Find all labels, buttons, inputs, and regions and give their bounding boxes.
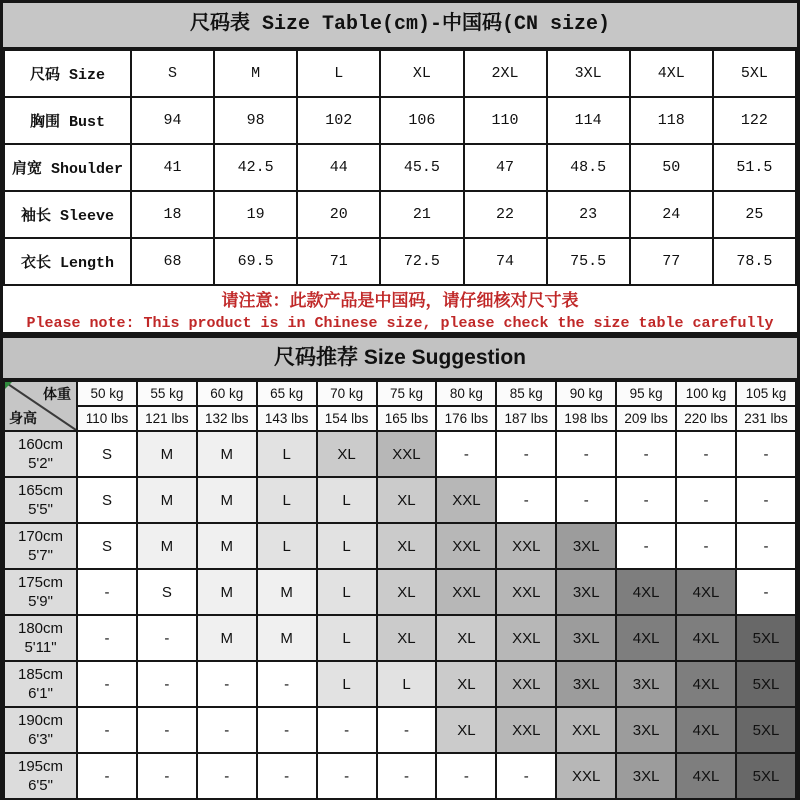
suggestion-cell: - bbox=[317, 707, 377, 753]
suggestion-cell: S bbox=[137, 569, 197, 615]
suggestion-cell: - bbox=[197, 707, 257, 753]
suggestion-cell: 4XL bbox=[616, 569, 676, 615]
weight-kg-cell: 85 kg bbox=[496, 381, 556, 406]
suggestion-cell: XXL bbox=[496, 569, 556, 615]
suggestion-cell: 4XL bbox=[616, 615, 676, 661]
suggestion-cell: XXL bbox=[436, 477, 496, 523]
suggestion-cell: - bbox=[616, 477, 676, 523]
suggestion-cell: 3XL bbox=[616, 661, 676, 707]
weight-kg-cell: 100 kg bbox=[676, 381, 736, 406]
size-table-cell: 45.5 bbox=[380, 144, 463, 191]
height-axis-label: 身高 bbox=[9, 410, 37, 426]
suggestion-cell: - bbox=[676, 431, 736, 477]
weight-lbs-cell: 132 lbs bbox=[197, 406, 257, 431]
suggestion-cell: L bbox=[377, 661, 437, 707]
size-table-cell: 69.5 bbox=[214, 238, 297, 285]
suggestion-cell: 4XL bbox=[676, 615, 736, 661]
suggestion-cell: - bbox=[676, 523, 736, 569]
suggestion-cell: - bbox=[496, 477, 556, 523]
suggestion-cell: - bbox=[317, 753, 377, 799]
suggestion-cell: - bbox=[436, 753, 496, 799]
size-table-cell: 23 bbox=[547, 191, 630, 238]
suggestion-cell: 4XL bbox=[676, 569, 736, 615]
size-table-cell: 74 bbox=[464, 238, 547, 285]
suggestion-cell: 5XL bbox=[736, 661, 796, 707]
suggestion-cell: - bbox=[257, 707, 317, 753]
suggestion-cell: M bbox=[197, 569, 257, 615]
size-table-cell: S bbox=[131, 50, 214, 97]
suggestion-cell: 4XL bbox=[676, 661, 736, 707]
weight-kg-cell: 60 kg bbox=[197, 381, 257, 406]
size-table-title: 尺码表 Size Table(cm)-中国码(CN size) bbox=[3, 3, 797, 49]
height-label-cell bbox=[4, 707, 77, 753]
suggestion-cell: - bbox=[736, 569, 796, 615]
size-table-row bbox=[4, 238, 796, 285]
suggestion-cell: L bbox=[317, 615, 377, 661]
note-english: Please note: This product is in Chinese size, please check the size table carefully bbox=[26, 315, 774, 332]
size-table-cell: 25 bbox=[713, 191, 796, 238]
suggestion-cell: M bbox=[197, 523, 257, 569]
size-table-cell: 50 bbox=[630, 144, 713, 191]
size-table-row-label: 尺码 Size bbox=[4, 50, 131, 97]
weight-lbs-cell: 187 lbs bbox=[496, 406, 556, 431]
height-cm-label: 185cm bbox=[17, 665, 64, 683]
size-table-cell: 4XL bbox=[630, 50, 713, 97]
suggestion-cell: XL bbox=[436, 707, 496, 753]
suggestion-cell: - bbox=[257, 661, 317, 707]
suggestion-cell: M bbox=[197, 477, 257, 523]
suggestion-cell: S bbox=[77, 523, 137, 569]
suggestion-cell: - bbox=[377, 753, 437, 799]
size-table-row-label: 肩宽 Shoulder bbox=[4, 144, 131, 191]
size-table-row-label: 袖长 Sleeve bbox=[4, 191, 131, 238]
size-table-cell: 24 bbox=[630, 191, 713, 238]
suggestion-cell: - bbox=[137, 707, 197, 753]
size-table-cell: 48.5 bbox=[547, 144, 630, 191]
weight-kg-cell: 80 kg bbox=[436, 381, 496, 406]
height-ft-label: 5'9" bbox=[28, 593, 53, 610]
height-ft-label: 6'1" bbox=[28, 685, 53, 702]
suggestion-cell: 3XL bbox=[616, 707, 676, 753]
weight-kg-cell: 55 kg bbox=[137, 381, 197, 406]
weight-kg-row bbox=[4, 381, 796, 406]
suggestion-body bbox=[4, 431, 796, 799]
suggestion-cell: - bbox=[77, 661, 137, 707]
height-ft-label: 5'7" bbox=[28, 547, 53, 564]
suggestion-cell: - bbox=[676, 477, 736, 523]
size-table-cell: 5XL bbox=[713, 50, 796, 97]
height-ft-label: 5'5" bbox=[28, 501, 53, 518]
suggestion-row bbox=[4, 661, 796, 707]
suggestion-cell: - bbox=[77, 569, 137, 615]
size-table-cell: 98 bbox=[214, 97, 297, 144]
size-table-cell: 41 bbox=[131, 144, 214, 191]
size-table-cell: 114 bbox=[547, 97, 630, 144]
size-table-cell: 18 bbox=[131, 191, 214, 238]
suggestion-row bbox=[4, 707, 796, 753]
height-label-cell bbox=[4, 753, 77, 799]
weight-lbs-cell: 165 lbs bbox=[377, 406, 437, 431]
height-cm-label: 160cm bbox=[17, 435, 64, 453]
suggestion-cell: S bbox=[77, 431, 137, 477]
suggestion-cell: M bbox=[257, 569, 317, 615]
suggestion-cell: - bbox=[257, 753, 317, 799]
note-box bbox=[3, 286, 797, 332]
suggestion-row bbox=[4, 523, 796, 569]
suggestion-cell: XL bbox=[436, 615, 496, 661]
height-label-cell bbox=[4, 569, 77, 615]
height-cm-label: 180cm bbox=[17, 619, 64, 637]
height-cm-label: 175cm bbox=[17, 573, 64, 591]
size-table bbox=[3, 49, 797, 286]
size-table-row bbox=[4, 191, 796, 238]
height-cm-label: 190cm bbox=[17, 711, 64, 729]
suggestion-cell: - bbox=[377, 707, 437, 753]
suggestion-cell: 5XL bbox=[736, 707, 796, 753]
suggestion-cell: L bbox=[257, 523, 317, 569]
suggestion-cell: M bbox=[137, 431, 197, 477]
height-label-cell bbox=[4, 615, 77, 661]
weight-lbs-cell: 231 lbs bbox=[736, 406, 796, 431]
suggestion-cell: M bbox=[137, 523, 197, 569]
corner-cell bbox=[4, 381, 77, 431]
size-table-cell: 2XL bbox=[464, 50, 547, 97]
suggestion-cell: - bbox=[496, 431, 556, 477]
suggestion-cell: XXL bbox=[377, 431, 437, 477]
suggestion-cell: - bbox=[77, 707, 137, 753]
size-table-cell: 51.5 bbox=[713, 144, 796, 191]
weight-lbs-row bbox=[4, 406, 796, 431]
suggestion-row bbox=[4, 477, 796, 523]
suggestion-cell: XXL bbox=[496, 707, 556, 753]
suggestion-cell: M bbox=[197, 615, 257, 661]
suggestion-row bbox=[4, 569, 796, 615]
size-table-cell: 122 bbox=[713, 97, 796, 144]
weight-kg-cell: 70 kg bbox=[317, 381, 377, 406]
height-cm-label: 195cm bbox=[17, 757, 64, 775]
size-table-cell: 22 bbox=[464, 191, 547, 238]
weight-lbs-cell: 220 lbs bbox=[676, 406, 736, 431]
size-table-cell: 21 bbox=[380, 191, 463, 238]
suggestion-cell: - bbox=[77, 753, 137, 799]
suggestion-cell: 3XL bbox=[556, 661, 616, 707]
size-table-cell: M bbox=[214, 50, 297, 97]
size-table-cell: 106 bbox=[380, 97, 463, 144]
suggestion-cell: S bbox=[77, 477, 137, 523]
suggestion-row bbox=[4, 431, 796, 477]
suggestion-cell: XXL bbox=[436, 523, 496, 569]
height-label-cell bbox=[4, 523, 77, 569]
suggestion-cell: 3XL bbox=[556, 615, 616, 661]
suggestion-cell: 3XL bbox=[616, 753, 676, 799]
suggestion-cell: - bbox=[736, 431, 796, 477]
suggestion-cell: XXL bbox=[556, 753, 616, 799]
suggestion-cell: XL bbox=[377, 523, 437, 569]
size-suggestion-table-wrap bbox=[3, 380, 797, 800]
suggestion-cell: - bbox=[736, 477, 796, 523]
size-table-cell: 110 bbox=[464, 97, 547, 144]
size-table-row bbox=[4, 144, 796, 191]
size-table-cell: 42.5 bbox=[214, 144, 297, 191]
suggestion-cell: L bbox=[317, 569, 377, 615]
height-label-cell bbox=[4, 661, 77, 707]
suggestion-cell: 3XL bbox=[556, 523, 616, 569]
suggestion-cell: XL bbox=[317, 431, 377, 477]
height-cm-label: 170cm bbox=[17, 527, 64, 545]
weight-lbs-cell: 110 lbs bbox=[77, 406, 137, 431]
size-suggestion-title: 尺码推荐 Size Suggestion bbox=[3, 338, 797, 380]
weight-kg-cell: 50 kg bbox=[77, 381, 137, 406]
suggestion-cell: XXL bbox=[556, 707, 616, 753]
height-label-cell bbox=[4, 477, 77, 523]
size-table-cell: L bbox=[297, 50, 380, 97]
suggestion-cell: L bbox=[257, 477, 317, 523]
suggestion-cell: L bbox=[257, 431, 317, 477]
size-table-row bbox=[4, 50, 796, 97]
weight-lbs-cell: 154 lbs bbox=[317, 406, 377, 431]
suggestion-cell: XL bbox=[436, 661, 496, 707]
suggestion-cell: XL bbox=[377, 477, 437, 523]
suggestion-cell: XXL bbox=[496, 661, 556, 707]
size-table-cell: 72.5 bbox=[380, 238, 463, 285]
size-table-cell: 77 bbox=[630, 238, 713, 285]
height-ft-label: 6'3" bbox=[28, 731, 53, 748]
weight-kg-cell: 75 kg bbox=[377, 381, 437, 406]
suggestion-cell: L bbox=[317, 661, 377, 707]
weight-lbs-cell: 176 lbs bbox=[436, 406, 496, 431]
suggestion-row bbox=[4, 615, 796, 661]
size-table-cell: 68 bbox=[131, 238, 214, 285]
suggestion-cell: - bbox=[616, 431, 676, 477]
weight-lbs-cell: 198 lbs bbox=[556, 406, 616, 431]
suggestion-cell: XL bbox=[377, 615, 437, 661]
suggestion-cell: 4XL bbox=[676, 707, 736, 753]
size-table-cell: 71 bbox=[297, 238, 380, 285]
size-table-cell: 19 bbox=[214, 191, 297, 238]
suggestion-cell: - bbox=[137, 753, 197, 799]
size-table-cell: 3XL bbox=[547, 50, 630, 97]
size-table-cell: 102 bbox=[297, 97, 380, 144]
height-ft-label: 5'11" bbox=[24, 639, 57, 656]
suggestion-cell: XXL bbox=[496, 615, 556, 661]
size-table-cell: 20 bbox=[297, 191, 380, 238]
suggestion-cell: - bbox=[616, 523, 676, 569]
suggestion-cell: - bbox=[556, 431, 616, 477]
size-table-cell: 75.5 bbox=[547, 238, 630, 285]
suggestion-cell: 5XL bbox=[736, 615, 796, 661]
weight-kg-cell: 65 kg bbox=[257, 381, 317, 406]
weight-axis-label: 体重 bbox=[43, 386, 71, 402]
suggestion-cell: M bbox=[257, 615, 317, 661]
suggestion-cell: 5XL bbox=[736, 753, 796, 799]
weight-kg-cell: 95 kg bbox=[616, 381, 676, 406]
suggestion-cell: M bbox=[197, 431, 257, 477]
suggestion-cell: L bbox=[317, 477, 377, 523]
weight-kg-cell: 90 kg bbox=[556, 381, 616, 406]
suggestion-cell: XL bbox=[377, 569, 437, 615]
suggestion-cell: XXL bbox=[496, 523, 556, 569]
size-table-section bbox=[0, 0, 800, 335]
suggestion-cell: - bbox=[736, 523, 796, 569]
height-label-cell bbox=[4, 431, 77, 477]
height-cm-label: 165cm bbox=[17, 481, 64, 499]
size-table-cell: 94 bbox=[131, 97, 214, 144]
suggestion-cell: - bbox=[137, 615, 197, 661]
size-table-cell: XL bbox=[380, 50, 463, 97]
suggestion-cell: L bbox=[317, 523, 377, 569]
size-suggestion-table bbox=[3, 380, 797, 800]
suggestion-cell: - bbox=[197, 753, 257, 799]
size-table-cell: 78.5 bbox=[713, 238, 796, 285]
size-table-row bbox=[4, 97, 796, 144]
suggestion-cell: - bbox=[197, 661, 257, 707]
suggestion-cell: - bbox=[556, 477, 616, 523]
size-table-row-label: 胸围 Bust bbox=[4, 97, 131, 144]
size-suggestion-section bbox=[0, 335, 800, 800]
suggestion-cell: 4XL bbox=[676, 753, 736, 799]
size-table-cell: 118 bbox=[630, 97, 713, 144]
weight-lbs-cell: 143 lbs bbox=[257, 406, 317, 431]
suggestion-cell: - bbox=[496, 753, 556, 799]
note-chinese: 请注意：此款产品是中国码，请仔细核对尺寸表 bbox=[221, 291, 579, 310]
suggestion-cell: - bbox=[436, 431, 496, 477]
weight-kg-cell: 105 kg bbox=[736, 381, 796, 406]
suggestion-cell: - bbox=[77, 615, 137, 661]
height-ft-label: 6'5" bbox=[28, 777, 53, 794]
weight-lbs-cell: 121 lbs bbox=[137, 406, 197, 431]
size-table-body bbox=[4, 50, 796, 285]
suggestion-cell: 3XL bbox=[556, 569, 616, 615]
suggestion-row bbox=[4, 753, 796, 799]
height-ft-label: 5'2" bbox=[28, 455, 53, 472]
size-table-cell: 44 bbox=[297, 144, 380, 191]
suggestion-cell: M bbox=[137, 477, 197, 523]
size-table-row-label: 衣长 Length bbox=[4, 238, 131, 285]
weight-lbs-cell: 209 lbs bbox=[616, 406, 676, 431]
green-corner-marker-icon bbox=[5, 382, 12, 389]
suggestion-cell: XXL bbox=[436, 569, 496, 615]
suggestion-cell: - bbox=[137, 661, 197, 707]
size-table-cell: 47 bbox=[464, 144, 547, 191]
